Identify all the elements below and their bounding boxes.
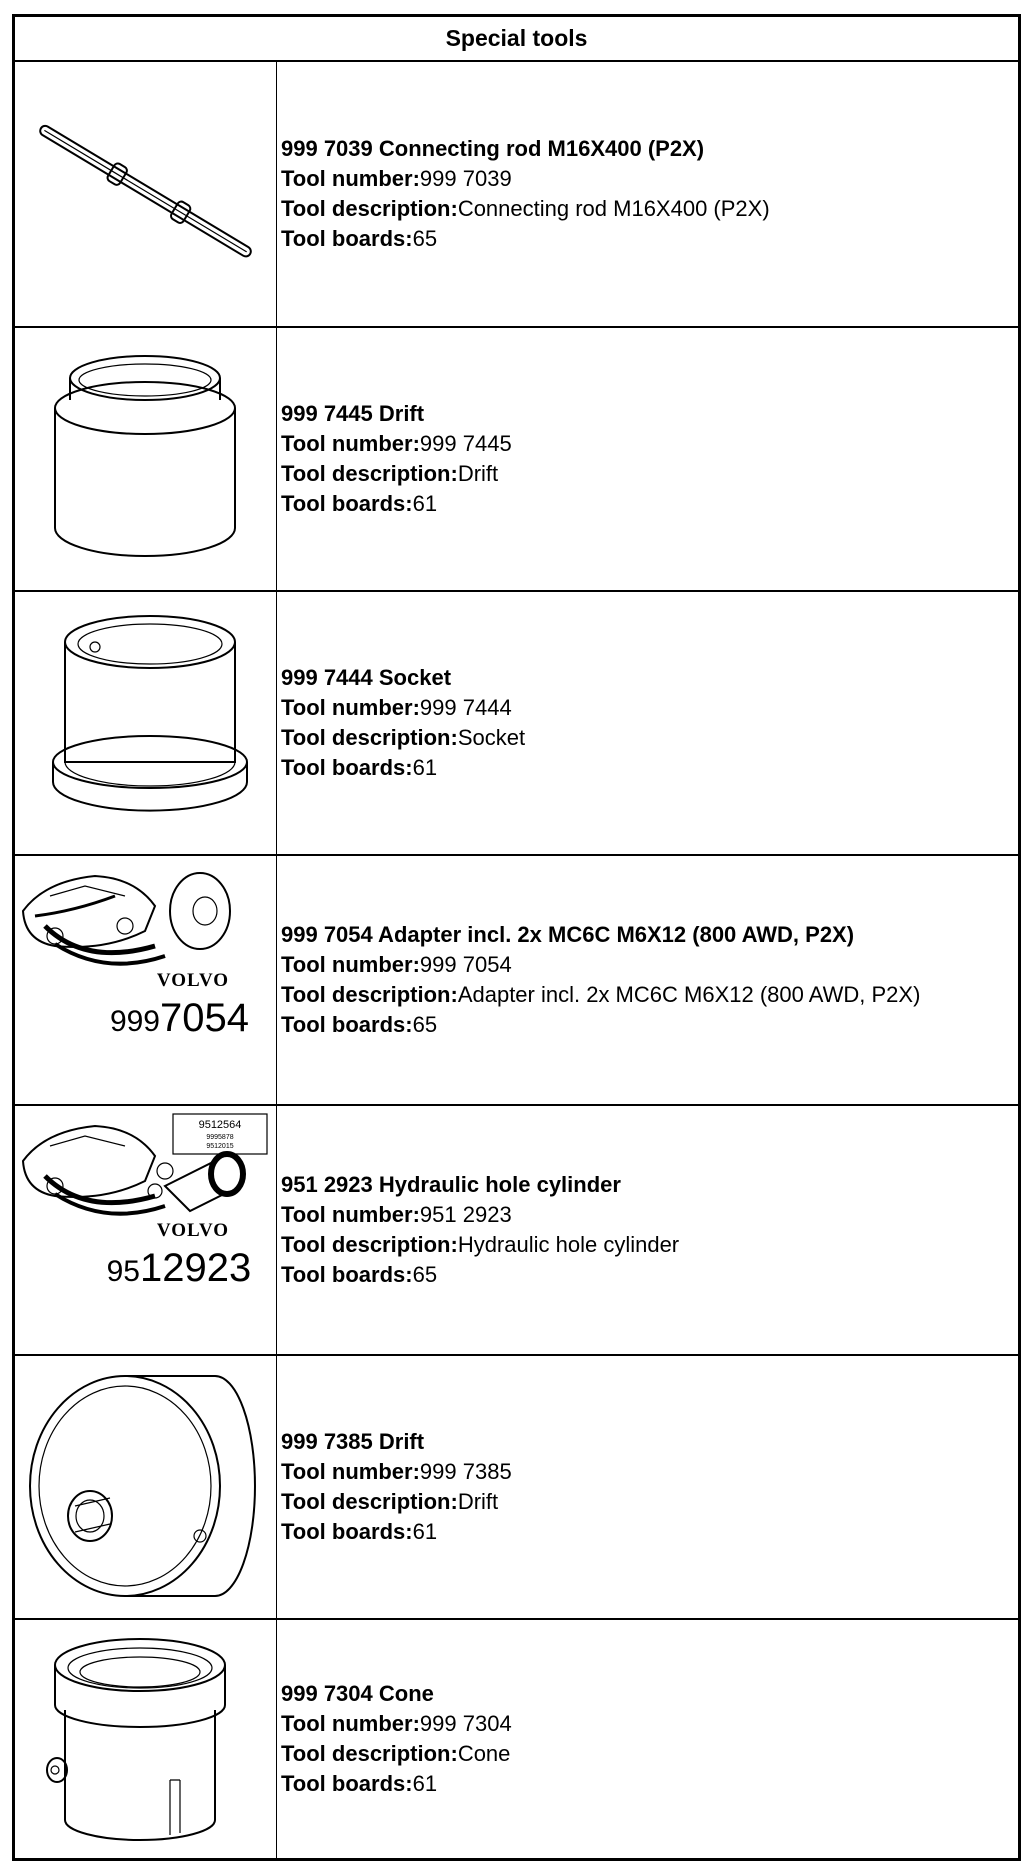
code-suffix: 12923	[140, 1246, 252, 1290]
special-tools-table	[12, 14, 1021, 1861]
tool-details	[281, 328, 1018, 590]
code-suffix: 7054	[160, 996, 249, 1040]
tool-boards-line: Tool boards:65	[281, 1262, 438, 1287]
tool-boards-line: Tool boards:61	[281, 755, 438, 780]
table-header	[15, 17, 1018, 62]
socket-illustration	[15, 592, 277, 854]
tool-number-line: Tool number:999 7039	[281, 166, 512, 191]
tool-row	[15, 62, 1018, 328]
tool-description-line: Tool description:Socket	[281, 725, 526, 750]
drift-illustration	[15, 1356, 277, 1618]
tool-title: 999 7054 Adapter incl. 2x MC6C M6X12 (800 AWD, P2X)	[281, 922, 855, 947]
tool-details	[281, 592, 1018, 854]
tool-boards-line: Tool boards:61	[281, 491, 438, 516]
tool-row	[15, 856, 1018, 1106]
tool-row	[15, 1356, 1018, 1620]
tool-description-line: Tool description:Cone	[281, 1741, 511, 1766]
tool-row	[15, 328, 1018, 592]
box-label-3: 9512015	[206, 1143, 234, 1150]
tool-boards-line: Tool boards:65	[281, 226, 438, 251]
tool-number-line: Tool number:999 7385	[281, 1459, 512, 1484]
tool-title: 951 2923 Hydraulic hole cylinder	[281, 1172, 621, 1197]
table-title: Special tools	[445, 25, 588, 51]
brand-label: VOLVO	[156, 970, 230, 991]
tool-title: 999 7304 Cone	[281, 1681, 434, 1706]
box-label-2: 9995878	[206, 1134, 234, 1141]
tool-description-line: Tool description:Connecting rod M16X400 (P2X)	[281, 196, 770, 221]
tool-number-line: Tool number:999 7445	[281, 431, 512, 456]
tool-title: 999 7385 Drift	[281, 1429, 425, 1454]
tool-details	[281, 1356, 1018, 1618]
code-prefix: 999	[109, 1005, 160, 1038]
tool-number-line: Tool number:951 2923	[281, 1202, 512, 1227]
drift-illustration	[15, 328, 277, 590]
code-prefix: 95	[106, 1255, 140, 1288]
tool-number-line: Tool number:999 7054	[281, 952, 512, 977]
hydraulic-cylinder-illustration	[15, 1106, 277, 1354]
tool-title: 999 7445 Drift	[281, 401, 425, 426]
tool-boards-line: Tool boards:61	[281, 1771, 438, 1796]
tool-description-line: Tool description:Adapter incl. 2x MC6C M6X12 (800 AWD, P2X)	[281, 982, 921, 1007]
tool-boards-line: Tool boards:61	[281, 1519, 438, 1544]
adapter-illustration	[15, 856, 277, 1104]
tool-description-line: Tool description:Drift	[281, 1489, 499, 1514]
tool-details	[281, 1106, 1018, 1354]
tool-description-line: Tool description:Drift	[281, 461, 499, 486]
tool-row	[15, 1106, 1018, 1356]
tool-row	[15, 592, 1018, 856]
tool-details	[281, 856, 1018, 1104]
tool-row	[15, 1620, 1018, 1858]
tool-title: 999 7039 Connecting rod M16X400 (P2X)	[281, 136, 705, 161]
brand-label: VOLVO	[156, 1220, 230, 1241]
tool-details	[281, 1620, 1018, 1858]
tool-number-line: Tool number:999 7304	[281, 1711, 512, 1736]
tool-details	[281, 62, 1018, 326]
connecting-rod-illustration	[15, 62, 277, 326]
cone-illustration	[15, 1620, 277, 1858]
tool-number-line: Tool number:999 7444	[281, 695, 512, 720]
box-label-1: 9512564	[198, 1119, 242, 1131]
tool-boards-line: Tool boards:65	[281, 1012, 438, 1037]
tool-description-line: Tool description:Hydraulic hole cylinder	[281, 1232, 680, 1257]
tool-title: 999 7444 Socket	[281, 665, 452, 690]
